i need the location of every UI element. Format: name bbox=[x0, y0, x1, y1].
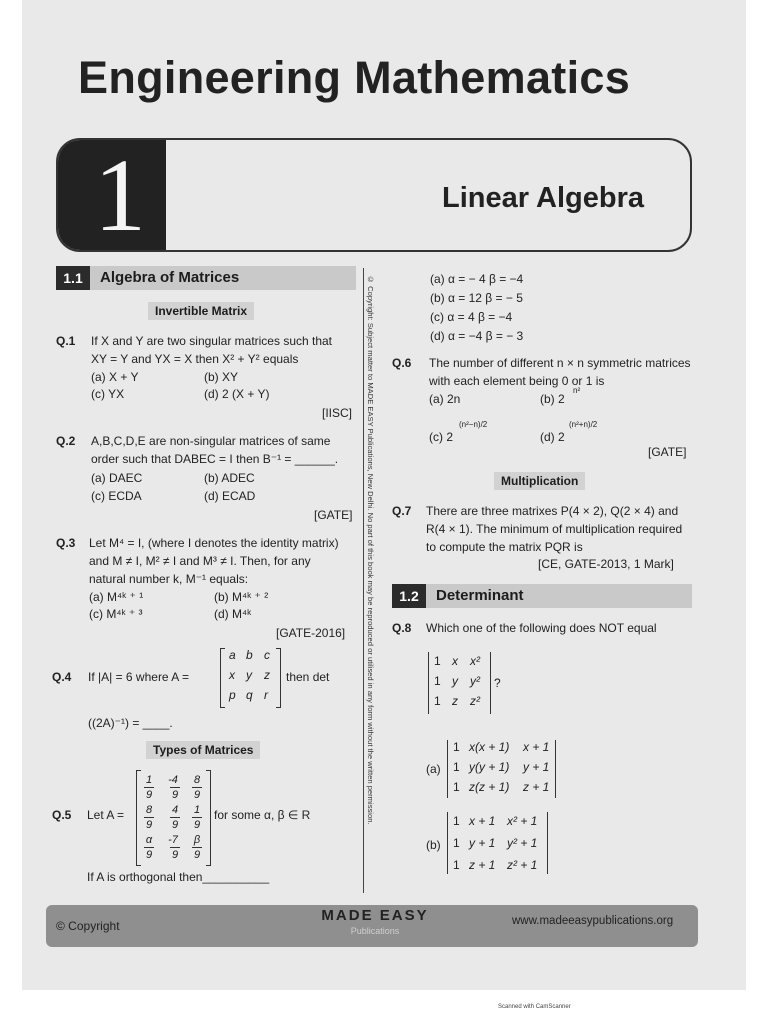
question-number: Q.4 bbox=[52, 670, 72, 684]
fraction-numerator: -4 bbox=[168, 774, 178, 786]
matrix-cell: r bbox=[264, 688, 268, 702]
chapter-title: Linear Algebra bbox=[442, 182, 644, 214]
det-cell: y² + 1 bbox=[507, 836, 538, 850]
subheading-invertible-matrix: Invertible Matrix bbox=[148, 302, 254, 320]
det-cell: x² + 1 bbox=[507, 814, 538, 828]
determinant-option-b bbox=[447, 812, 549, 874]
footer-url[interactable]: www.madeeasypublications.org bbox=[512, 915, 674, 927]
question-number: Q.7 bbox=[392, 504, 412, 518]
det-cell: y bbox=[452, 674, 458, 688]
option-d: (d) ECAD bbox=[204, 489, 256, 503]
determinant-bar bbox=[428, 652, 429, 714]
fraction-numerator: α bbox=[145, 834, 153, 846]
matrix-cell: p bbox=[229, 688, 236, 702]
option-a-label: (a) bbox=[426, 762, 441, 776]
option-d: (d) M⁴ᵏ bbox=[214, 607, 252, 621]
left-bracket bbox=[220, 648, 225, 708]
question-text: R(4 × 1). The minimum of multiplication required bbox=[426, 522, 683, 536]
scanner-watermark: Scanned with CamScanner bbox=[498, 1004, 571, 1010]
determinant-bar bbox=[447, 812, 448, 874]
fraction-bar bbox=[170, 817, 180, 818]
right-bracket bbox=[276, 648, 281, 708]
det-cell: z(z + 1) bbox=[469, 780, 510, 794]
det-cell: y + 1 bbox=[469, 836, 496, 850]
det-cell: z + 1 bbox=[469, 858, 496, 872]
det-cell: 1 bbox=[453, 836, 460, 850]
question-number: Q.6 bbox=[392, 356, 412, 370]
matrix-cell: x bbox=[229, 668, 235, 682]
fraction-denominator: 9 bbox=[171, 819, 179, 831]
matrix-cell: y bbox=[246, 668, 252, 682]
det-cell: y² bbox=[470, 674, 480, 688]
option-d-exponent: (n²+n)/2 bbox=[569, 420, 598, 429]
determinant-option-a bbox=[447, 740, 557, 798]
fraction-denominator: 9 bbox=[193, 849, 201, 861]
det-cell: 1 bbox=[453, 760, 460, 774]
question-text: with each element being 0 or 1 is bbox=[429, 374, 605, 388]
option-b-label: (b) bbox=[426, 838, 441, 852]
det-cell: x(x + 1) bbox=[469, 740, 510, 754]
question-text: Which one of the following does NOT equal bbox=[426, 621, 657, 635]
det-cell: 1 bbox=[453, 780, 460, 794]
question-number: Q.8 bbox=[392, 621, 412, 635]
section-title: Algebra of Matrices bbox=[100, 269, 240, 286]
det-cell: z² + 1 bbox=[507, 858, 538, 872]
question-text: The number of different n × n symmetric matrices bbox=[429, 356, 691, 370]
question-text: Let M⁴ = I, (where I denotes the identity matrix) bbox=[89, 536, 339, 550]
question-text: There are three matrixes P(4 × 2), Q(2 × 4) and bbox=[426, 504, 679, 518]
det-cell: x bbox=[452, 654, 458, 668]
fraction-bar bbox=[192, 787, 202, 788]
chapter-number: 1 bbox=[94, 138, 146, 253]
option-a: (a) 2n bbox=[429, 392, 461, 406]
publisher-subtitle: Publications bbox=[350, 926, 400, 936]
section-heading-1-2 bbox=[392, 584, 692, 608]
fraction-denominator: 9 bbox=[193, 819, 201, 831]
determinant-bar bbox=[547, 812, 548, 874]
fraction-bar bbox=[192, 847, 202, 848]
question-source: [CE, GATE-2013, 1 Mark] bbox=[538, 557, 674, 571]
option-a: (a) X + Y bbox=[91, 370, 139, 384]
option-d: (d) 2 (X + Y) bbox=[204, 387, 270, 401]
subheading-multiplication: Multiplication bbox=[494, 472, 585, 490]
fraction-numerator: β bbox=[193, 834, 201, 846]
section-number: 1.2 bbox=[392, 584, 426, 608]
option-a: (a) α = − 4 β = −4 bbox=[430, 272, 524, 286]
matrix-cell: q bbox=[246, 688, 253, 702]
option-b: (b) M⁴ᵏ ⁺ ² bbox=[214, 590, 269, 604]
option-c: (c) M⁴ᵏ ⁺ ³ bbox=[89, 607, 143, 621]
determinant-main bbox=[428, 652, 492, 714]
matrix-cell: a bbox=[229, 648, 236, 662]
fraction-numerator: 8 bbox=[193, 774, 201, 786]
fraction-numerator: 4 bbox=[171, 804, 179, 816]
footer-copyright: © Copyright bbox=[56, 919, 120, 933]
fraction-numerator: 8 bbox=[145, 804, 153, 816]
question-text: order such that DABEC = I then B⁻¹ = ______. bbox=[91, 452, 339, 466]
question-number: Q.5 bbox=[52, 808, 72, 822]
fraction-numerator: 1 bbox=[145, 774, 153, 786]
option-c: (c) ECDA bbox=[91, 489, 142, 503]
book-title: Engineering Mathematics bbox=[78, 52, 631, 103]
det-cell: 1 bbox=[434, 654, 441, 668]
det-cell: 1 bbox=[453, 858, 460, 872]
fraction-denominator: 9 bbox=[193, 789, 201, 801]
matrix-cell: z bbox=[264, 668, 270, 682]
option-a: (a) DAEC bbox=[91, 471, 143, 485]
option-d: (d) α = −4 β = − 3 bbox=[430, 329, 524, 343]
determinant-bar bbox=[490, 652, 491, 714]
question-mark: ? bbox=[494, 676, 501, 690]
fraction-bar bbox=[192, 817, 202, 818]
publisher-brand: MADE EASY bbox=[321, 907, 429, 924]
question-text: If X and Y are two singular matrices such that bbox=[91, 334, 333, 348]
fraction-denominator: 9 bbox=[171, 849, 179, 861]
section-title: Determinant bbox=[436, 587, 524, 604]
option-b: (b) 2 bbox=[540, 392, 565, 406]
copyright-side-note: © Copyright: Subject matter to MADE EASY Publications, New Delhi. No part of this book may be reproduced or utilised in any form without the written permission. bbox=[366, 275, 375, 825]
option-b: (b) ADEC bbox=[204, 471, 255, 485]
det-cell: x + 1 bbox=[469, 814, 496, 828]
det-cell: x + 1 bbox=[523, 740, 550, 754]
det-cell: y(y + 1) bbox=[469, 760, 510, 774]
option-d: (d) 2 bbox=[540, 430, 565, 444]
det-cell: y + 1 bbox=[523, 760, 550, 774]
question-number: Q.1 bbox=[56, 334, 76, 348]
question-source: [IISC] bbox=[322, 406, 353, 420]
question-source: [GATE-2016] bbox=[276, 626, 346, 640]
section-heading-1-1 bbox=[56, 266, 356, 290]
matrix-cell: c bbox=[264, 648, 270, 662]
fraction-bar bbox=[170, 847, 180, 848]
option-a: (a) M⁴ᵏ ⁺ ¹ bbox=[89, 590, 144, 604]
fraction-denominator: 9 bbox=[145, 849, 153, 861]
option-c: (c) 2 bbox=[429, 430, 453, 444]
question-text: to compute the matrix PQR is bbox=[426, 540, 583, 554]
det-cell: z² bbox=[470, 694, 480, 708]
question-source: [GATE] bbox=[648, 445, 687, 459]
fraction-bar bbox=[144, 847, 154, 848]
question-text: XY = Y and YX = X then X² + Y² equals bbox=[91, 352, 299, 366]
question-number: Q.2 bbox=[56, 434, 76, 448]
fraction-numerator: 1 bbox=[193, 804, 201, 816]
det-cell: 1 bbox=[434, 694, 441, 708]
determinant-bar bbox=[447, 740, 448, 798]
matrix-cell: b bbox=[246, 648, 253, 662]
section-number: 1.1 bbox=[56, 266, 90, 290]
fraction-denominator: 9 bbox=[145, 789, 153, 801]
option-b: (b) XY bbox=[204, 370, 239, 384]
option-c: (c) α = 4 β = −4 bbox=[430, 310, 513, 324]
matrix-a-orthogonal bbox=[136, 770, 212, 866]
question-text: A,B,C,D,E are non-singular matrices of same bbox=[91, 434, 331, 448]
fraction-bar bbox=[144, 787, 154, 788]
determinant-bar bbox=[555, 740, 556, 798]
det-cell: 1 bbox=[453, 814, 460, 828]
fraction-denominator: 9 bbox=[171, 789, 179, 801]
fraction-bar bbox=[170, 787, 180, 788]
question-number: Q.3 bbox=[56, 536, 76, 550]
option-b: (b) α = 12 β = − 5 bbox=[430, 291, 523, 305]
question-text: If A is orthogonal then__________ bbox=[87, 870, 270, 884]
option-c: (c) YX bbox=[91, 387, 125, 401]
question-text: then det bbox=[286, 670, 330, 684]
option-b-exponent: n² bbox=[573, 386, 581, 395]
fraction-denominator: 9 bbox=[145, 819, 153, 831]
fraction-bar bbox=[144, 817, 154, 818]
det-cell: x² bbox=[470, 654, 480, 668]
option-c-exponent: (n²−n)/2 bbox=[459, 420, 488, 429]
question-text: ((2A)⁻¹) = ____. bbox=[88, 716, 173, 730]
det-cell: z + 1 bbox=[523, 780, 550, 794]
det-cell: 1 bbox=[453, 740, 460, 754]
question-text: and M ≠ I, M² ≠ I and M³ ≠ I. Then, for any bbox=[89, 554, 311, 568]
question-text: natural number k, M⁻¹ equals: bbox=[89, 572, 249, 586]
question-text: for some α, β ∈ R bbox=[214, 808, 311, 822]
column-divider bbox=[363, 268, 364, 893]
question-text: If |A| = 6 where A = bbox=[88, 670, 189, 684]
question-source: [GATE] bbox=[314, 508, 353, 522]
right-bracket bbox=[206, 770, 211, 866]
matrix-a bbox=[220, 648, 282, 708]
det-cell: z bbox=[452, 694, 458, 708]
det-cell: 1 bbox=[434, 674, 441, 688]
subheading-types-of-matrices: Types of Matrices bbox=[146, 741, 260, 759]
question-text: Let A = bbox=[87, 808, 125, 822]
fraction-numerator: -7 bbox=[168, 834, 178, 846]
publisher-logo bbox=[300, 907, 450, 941]
left-bracket bbox=[136, 770, 141, 866]
